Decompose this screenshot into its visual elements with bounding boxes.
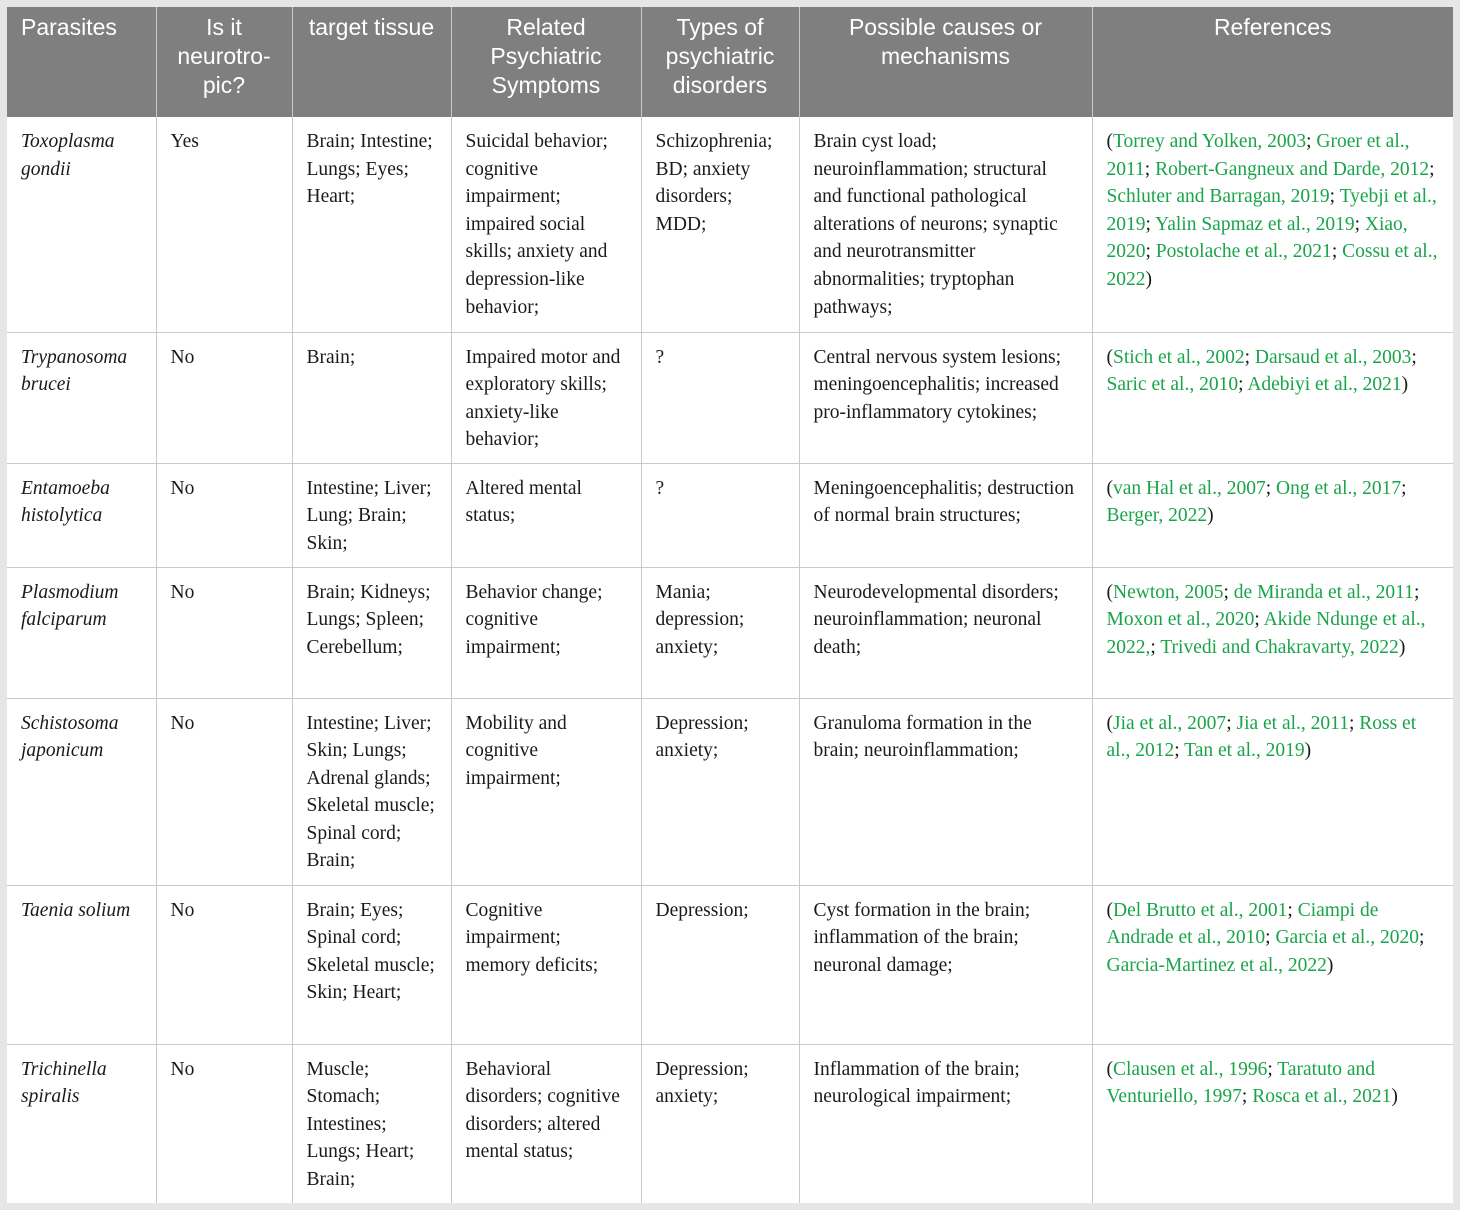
reference-link[interactable]: Darsaud et al., 2003 bbox=[1254, 346, 1412, 368]
cell-disorder-types: Schizophrenia; BD; anxiety disorders; MDD; bbox=[641, 117, 799, 332]
cell-mechanisms: Cyst formation in the brain; inflammation of the brain; neuronal damage; bbox=[799, 885, 1092, 1044]
cell-neurotropic: No bbox=[156, 885, 292, 1044]
cell-mechanisms: Neurodevelopmental disorders; neuroinflammation; neuronal death; bbox=[799, 567, 1092, 698]
cell-references: (Del Brutto et al., 2001; Ciampi de Andrade et al., 2010; Garcia et al., 2020; Garcia-Martinez et al., 2022) bbox=[1092, 885, 1453, 1044]
reference-link[interactable]: Del Brutto et al., 2001 bbox=[1113, 899, 1288, 921]
reference-link[interactable]: van Hal et al., 2007 bbox=[1113, 477, 1266, 499]
reference-link[interactable]: Newton, 2005 bbox=[1113, 581, 1224, 603]
cell-mechanisms: Inflammation of the brain; neurological impairment; bbox=[799, 1044, 1092, 1203]
reference-link[interactable]: Ciampi de Andrade et al., 2010 bbox=[1106, 899, 1379, 949]
cell-target-tissue: Muscle; Stomach; Intestines; Lungs; Heart; Brain; bbox=[292, 1044, 451, 1203]
cell-references: (Torrey and Yolken, 2003; Groer et al., 2011; Robert-Gangneux and Darde, 2012; Schluter and Barragan, 2019; Tyebji et al., 2019; Yalin Sapmaz et al., 2019; Xiao, 2020; Postolache et al., 2021; Cossu et al., 2022) bbox=[1092, 117, 1453, 332]
cell-target-tissue: Brain; Intestine; Lungs; Eyes; Heart; bbox=[292, 117, 451, 332]
cell-references: (Stich et al., 2002; Darsaud et al., 2003; Saric et al., 2010; Adebiyi et al., 2021) bbox=[1092, 332, 1453, 463]
cell-disorder-types: Mania; depression; anxiety; bbox=[641, 567, 799, 698]
reference-link[interactable]: Jia et al., 2011 bbox=[1236, 712, 1349, 734]
reference-link[interactable]: Jia et al., 2007 bbox=[1113, 712, 1227, 734]
header-row bbox=[7, 7, 1453, 117]
cell-parasite: Plasmodium falciparum bbox=[7, 567, 156, 698]
cell-target-tissue: Brain; Eyes; Spinal cord; Skeletal muscle; Skin; Heart; bbox=[292, 885, 451, 1044]
reference-link[interactable]: Groer et al., 2011 bbox=[1106, 131, 1410, 180]
cell-mechanisms: Central nervous system lesions; meningoencephalitis; increased pro-inflammatory cytokines; bbox=[799, 332, 1092, 463]
reference-link[interactable]: de Miranda et al., 2011 bbox=[1233, 581, 1414, 603]
header-parasites: Parasites bbox=[7, 7, 156, 117]
cell-related-symptoms: Behavioral disorders; cognitive disorders; altered mental status; bbox=[451, 1044, 641, 1203]
table-row bbox=[7, 463, 1453, 567]
cell-target-tissue: Intestine; Liver; Lung; Brain; Skin; bbox=[292, 463, 451, 567]
reference-link[interactable]: Taratuto and Venturiello, 1997 bbox=[1106, 1058, 1376, 1108]
cell-disorder-types: Depression; anxiety; bbox=[641, 698, 799, 885]
cell-parasite: Taenia solium bbox=[7, 885, 156, 1044]
cell-parasite: Trypanosoma brucei bbox=[7, 332, 156, 463]
reference-link[interactable]: Rosca et al., 2021 bbox=[1252, 1086, 1392, 1108]
reference-link[interactable]: Yalin Sapmaz et al., 2019 bbox=[1155, 213, 1355, 235]
table-row bbox=[7, 567, 1453, 698]
cell-related-symptoms: Impaired motor and exploratory skills; anxiety-like behavior; bbox=[451, 332, 641, 463]
reference-link[interactable]: Tyebji et al., 2019 bbox=[1106, 186, 1437, 235]
cell-parasite: Trichinella spiralis bbox=[7, 1044, 156, 1203]
header-target-tissue: target tissue bbox=[292, 7, 451, 117]
table-row bbox=[7, 332, 1453, 463]
cell-references: (Newton, 2005; de Miranda et al., 2011; Moxon et al., 2020; Akide Ndunge et al., 2022,; Trivedi and Chakravarty, 2022) bbox=[1092, 567, 1453, 698]
cell-neurotropic: No bbox=[156, 463, 292, 567]
header-disorder-types: Types of psychiatric disorders bbox=[641, 7, 799, 117]
cell-related-symptoms: Mobility and cognitive impairment; bbox=[451, 698, 641, 885]
reference-link[interactable]: Garcia et al., 2020 bbox=[1275, 927, 1419, 949]
cell-related-symptoms: Behavior change; cognitive impairment; bbox=[451, 567, 641, 698]
cell-mechanisms: Brain cyst load; neuroinflammation; structural and functional pathological alterations of neurons; synaptic and neurotransmitter abnormalities; tryptophan pathways; bbox=[799, 117, 1092, 332]
reference-link[interactable]: Garcia-Martinez et al., 2022 bbox=[1106, 954, 1327, 976]
cell-neurotropic: No bbox=[156, 567, 292, 698]
cell-parasite: Toxoplasma gondii bbox=[21, 131, 115, 180]
cell-disorder-types: ? bbox=[641, 463, 799, 567]
reference-link[interactable]: Torrey and Yolken, 2003 bbox=[1113, 131, 1307, 152]
reference-link[interactable]: Schluter and Barragan, 2019 bbox=[1106, 186, 1330, 208]
cell-related-symptoms: Cognitive impairment; memory deficits; bbox=[451, 885, 641, 1044]
cell-related-symptoms: Altered mental status; bbox=[451, 463, 641, 567]
reference-link[interactable]: Xiao, 2020 bbox=[1106, 213, 1408, 263]
table-frame bbox=[7, 7, 1453, 1203]
cell-disorder-types: Depression; bbox=[641, 885, 799, 1044]
table-row bbox=[7, 885, 1453, 1044]
table-row bbox=[7, 698, 1453, 885]
cell-references: (van Hal et al., 2007; Ong et al., 2017; Berger, 2022) bbox=[1092, 463, 1453, 567]
header-references: References bbox=[1092, 7, 1453, 117]
header-mechanisms: Possible causes or mechanisms bbox=[799, 7, 1092, 117]
table-row bbox=[7, 117, 1453, 332]
reference-link[interactable]: Akide Ndunge et al., 2022, bbox=[1106, 609, 1426, 658]
table-body bbox=[7, 117, 1453, 1203]
reference-link[interactable]: Adebiyi et al., 2021 bbox=[1247, 374, 1402, 396]
cell-neurotropic: No bbox=[156, 698, 292, 885]
cell-mechanisms: Granuloma formation in the brain; neuroinflammation; bbox=[799, 698, 1092, 885]
reference-link[interactable]: Postolache et al., 2021 bbox=[1155, 241, 1332, 263]
cell-references: (Jia et al., 2007; Jia et al., 2011; Ross et al., 2012; Tan et al., 2019) bbox=[1092, 698, 1453, 885]
reference-link[interactable]: Moxon et al., 2020 bbox=[1106, 609, 1255, 631]
cell-parasite: Schistosoma japonicum bbox=[7, 698, 156, 885]
cell-neurotropic: No bbox=[156, 1044, 292, 1203]
reference-link[interactable]: Tan et al., 2019 bbox=[1184, 740, 1305, 762]
cell-related-symptoms: Suicidal behavior; cognitive impairment; impaired social skills; anxiety and depression-like behavior; bbox=[451, 117, 641, 332]
cell-parasite: Entamoeba histolytica bbox=[7, 463, 156, 567]
cell-target-tissue: Intestine; Liver; Skin; Lungs; Adrenal glands; Skeletal muscle; Spinal cord; Brain; bbox=[292, 698, 451, 885]
reference-link[interactable]: Saric et al., 2010 bbox=[1106, 374, 1239, 396]
header-related-symptoms: Related Psychiatric Symptoms bbox=[451, 7, 641, 117]
reference-link[interactable]: Trivedi and Chakravarty, 2022 bbox=[1160, 636, 1399, 658]
reference-link[interactable]: Robert-Gangneux and Darde, 2012 bbox=[1155, 158, 1430, 180]
reference-link[interactable]: Ong et al., 2017 bbox=[1276, 477, 1402, 499]
reference-link[interactable]: Ross et al., 2012 bbox=[1106, 712, 1417, 762]
parasite-table bbox=[7, 7, 1453, 1203]
cell-disorder-types: ? bbox=[641, 332, 799, 463]
reference-link[interactable]: Stich et al., 2002 bbox=[1113, 346, 1245, 368]
reference-link[interactable]: Clausen et al., 1996 bbox=[1113, 1058, 1268, 1080]
cell-neurotropic: Yes bbox=[156, 117, 292, 332]
cell-neurotropic: No bbox=[156, 332, 292, 463]
cell-references: (Clausen et al., 1996; Taratuto and Venturiello, 1997; Rosca et al., 2021) bbox=[1092, 1044, 1453, 1203]
cell-disorder-types: Depression; anxiety; bbox=[641, 1044, 799, 1203]
cell-target-tissue: Brain; Kidneys; Lungs; Spleen; Cerebellum; bbox=[292, 567, 451, 698]
table-row bbox=[7, 1044, 1453, 1203]
reference-link[interactable]: Berger, 2022 bbox=[1106, 505, 1208, 527]
cell-mechanisms: Meningoencephalitis; destruction of normal brain structures; bbox=[799, 463, 1092, 567]
reference-link[interactable]: Cossu et al., 2022 bbox=[1106, 241, 1438, 290]
header-neurotropic: Is it neurotro-pic? bbox=[156, 7, 292, 117]
cell-target-tissue: Brain; bbox=[292, 332, 451, 463]
